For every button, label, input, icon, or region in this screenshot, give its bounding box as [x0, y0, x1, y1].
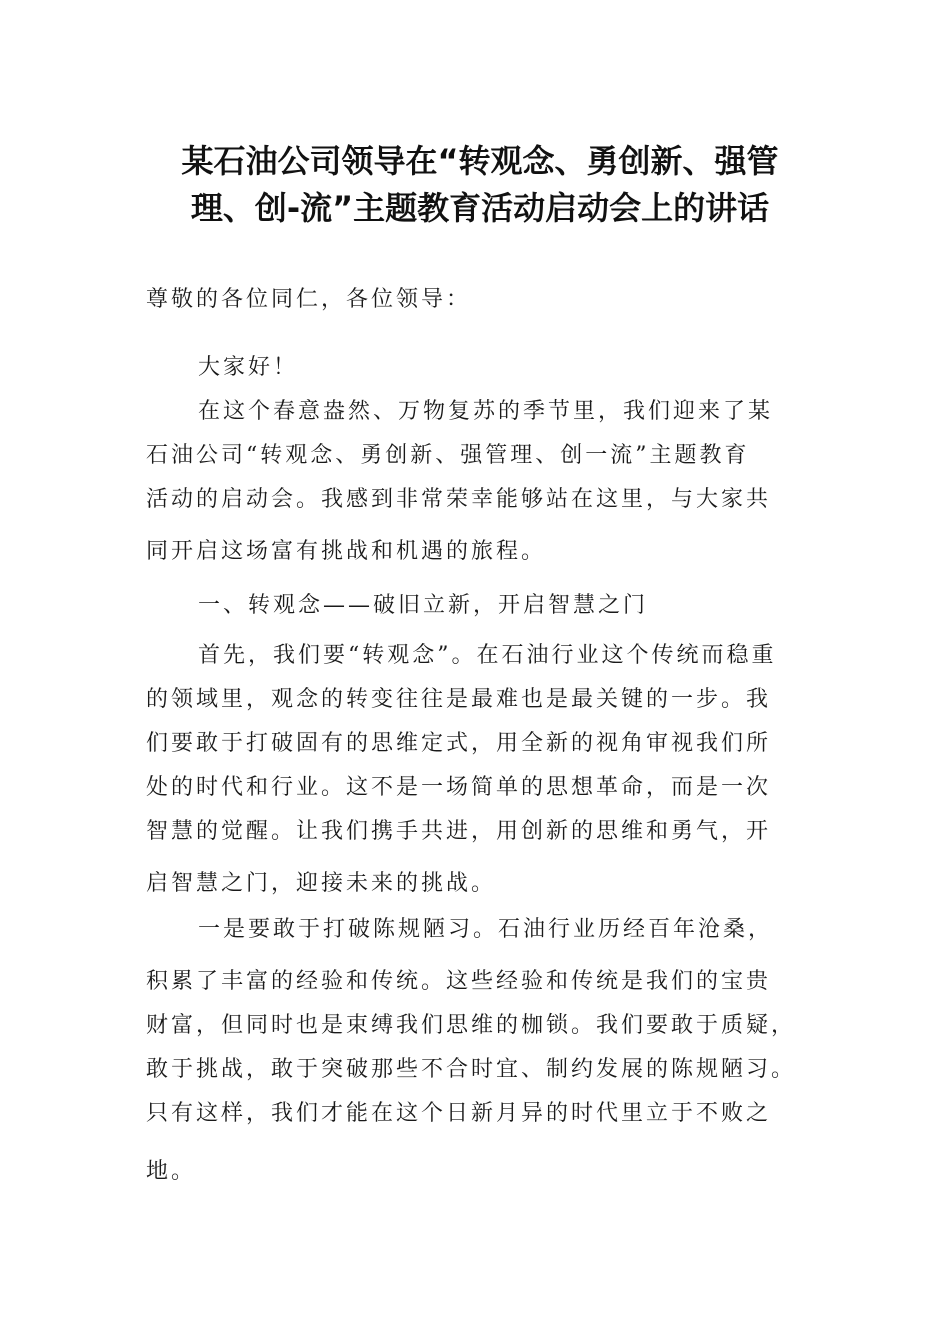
title-line-2: 理、创-流”主题教育活动启动会上的讲话 — [190, 189, 770, 227]
paragraph-line: 智慧的觉醒。让我们携手共进，用创新的思维和勇气，开 — [146, 819, 772, 844]
section-heading-1 — [198, 586, 648, 626]
transform-mindset-paragraph — [146, 636, 777, 904]
paragraph-line: 处的时代和行业。这不是一场简单的思想革命，而是一次 — [146, 775, 772, 800]
intro-paragraph — [146, 392, 773, 572]
document-title — [150, 138, 810, 232]
paragraph-line: 财富，但同时也是束缚我们思维的枷锁。我们要敢于质疑， — [146, 1013, 797, 1038]
paragraph-line: 敢于挑战，敢于突破那些不合时宜、制约发展的陈规陋习。 — [146, 1057, 797, 1082]
paragraph-line: 大家好！ — [198, 355, 299, 380]
paragraph-line: 一是要敢于打破陈规陋习。石油行业历经百年沧桑， — [198, 917, 774, 942]
paragraph-line: 同开启这场富有挑战和机遇的旅程。 — [146, 539, 547, 564]
paragraph-line: 启智慧之门，迎接未来的挑战。 — [146, 871, 497, 896]
salutation-paragraph — [146, 280, 471, 320]
paragraph-line: 们要敢于打破固有的思维定式，用全新的视角审视我们所 — [146, 731, 772, 756]
paragraph-line: 首先，我们要“转观念”。在石油行业这个传统而稳重 — [198, 643, 777, 668]
paragraph-line: 地。 — [146, 1159, 197, 1184]
paragraph-line: 活动的启动会。我感到非常荣幸能够站在这里，与大家共 — [146, 487, 772, 512]
paragraph-line: 石油公司“转观念、勇创新、强管理、创一流”主题教育 — [146, 443, 750, 468]
paragraph-line: 只有这样，我们才能在这个日新月异的时代里立于不败之 — [146, 1101, 772, 1126]
break-conventions-paragraph — [146, 910, 796, 1192]
paragraph-line: 尊敬的各位同仁，各位领导： — [146, 287, 472, 312]
greeting-paragraph — [198, 348, 298, 388]
paragraph-line: 在这个春意盎然、万物复苏的季节里，我们迎来了某 — [198, 399, 774, 424]
title-line-1: 某石油公司领导在“转观念、勇创新、强管 — [181, 142, 779, 180]
paragraph-line: 积累了丰富的经验和传统。这些经验和传统是我们的宝贵 — [146, 969, 772, 994]
paragraph-line: 的领域里，观念的转变往往是最难也是最关键的一步。我 — [146, 687, 772, 712]
paragraph-line: 一、转观念——破旧立新，开启智慧之门 — [198, 593, 649, 618]
